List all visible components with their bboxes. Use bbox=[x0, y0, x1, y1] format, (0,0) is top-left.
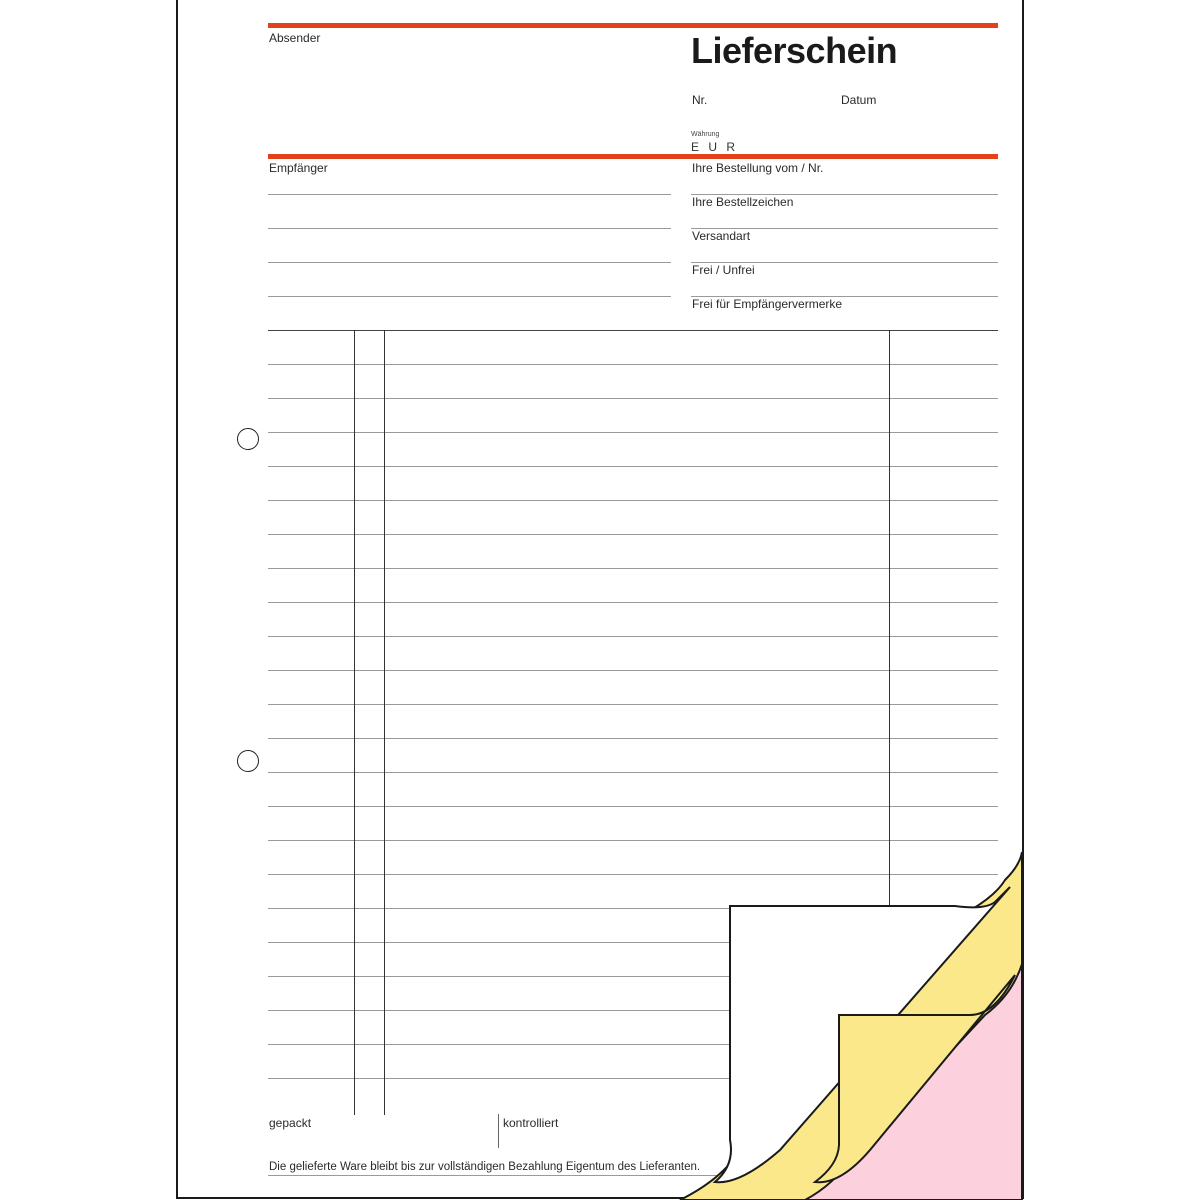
document-title: Lieferschein bbox=[691, 30, 898, 71]
freight-label: Frei / Unfrei bbox=[692, 263, 755, 277]
order-mark-label: Ihre Bestellzeichen bbox=[692, 195, 794, 209]
order-label: Ihre Bestellung vom / Nr. bbox=[692, 161, 824, 175]
date-label: Datum bbox=[841, 93, 877, 107]
number-label: Nr. bbox=[692, 93, 708, 107]
currency-label: Währung bbox=[691, 131, 720, 138]
checked-label: kontrolliert bbox=[503, 1116, 559, 1130]
shipping-label: Versandart bbox=[692, 229, 751, 243]
packed-label: gepackt bbox=[269, 1116, 312, 1130]
currency-value: E U R bbox=[691, 140, 739, 154]
sender-label: Absender bbox=[269, 31, 321, 45]
recipient-label: Empfänger bbox=[269, 161, 328, 175]
footer-note: Die gelieferte Ware bleibt bis zur vollständigen Bezahlung Eigentum des Lieferanten. bbox=[269, 1161, 701, 1173]
notes-label: Frei für Empfängervermerke bbox=[692, 297, 843, 311]
